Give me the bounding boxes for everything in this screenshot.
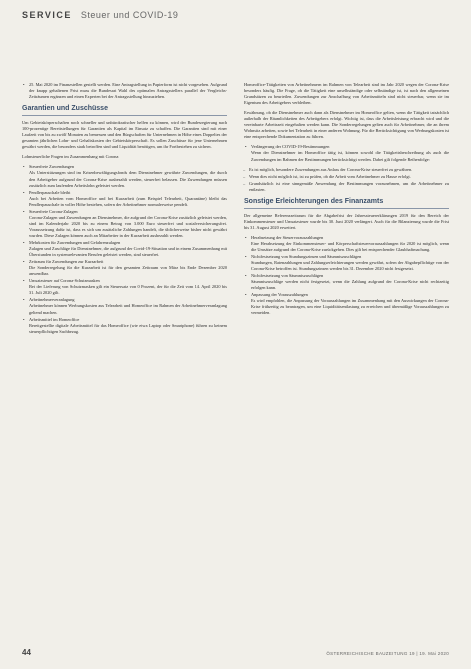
paragraph: Um Gebietskörperschaften noch schneller und unbürokratischer helfen zu können, wird der Bundesregierung nach 100-prozentige Bereitstellungen für Garantien als Kapital im Einsatz zu schaffen. Die Garantien sind mit einer Laufzeit von bis zu zwölf Monaten zu bemessen und den Bürgschaften für Unternehmen in Höhe eines Doppeltes der gesamten jährlichen Lohn- und Gehaltskosten der Gebietskörperschaft. Es sollen Zuschüsse für jene Unternehmen gewährt werden, die besonders stark betroffen sind und Liquidität benötigen, um ihr Fortbestehen zu sichern. (22, 120, 227, 150)
bullet-title: Pendlerpauschale bleibt (29, 189, 71, 195)
publication-line: ÖSTERREICHISCHE BAUZEITUNG 19 | 19. Mai 2020 (326, 651, 449, 656)
heading-rule (22, 115, 227, 116)
section-kicker: SERVICE (22, 10, 72, 20)
dash-item: – Wenn dies nicht möglich ist, ist zu prüfen, ob die Arbeit vom Arbeitnehmer zu Hause erfolgt. (249, 174, 449, 180)
bullet-item (29, 164, 227, 188)
left-column (22, 82, 227, 339)
dash-list (244, 167, 449, 193)
bullet-body: Wenn der Dienstnehmer im Homeoffice tätig ist, können sowohl die Tätigkeitsbeschreibung als auch die Zuwendungen im Rahmen der Bestimmungen berücksichtigt werden. Dabei gilt folgende Reihenfolge: (251, 150, 449, 162)
bullet-item (251, 292, 449, 316)
intro-text: 25. Mai 2020 im Finanzstellen gestellt werden. Eine Antragstellung in Papierform ist nicht vorgesehen. Aufgrund der knapp gehaltenen Frist muss die Bundesrat Wahl des optimalen Antragsstellers parallel der Vergleichs-Zeiträumen ergänzen und einen Experten bei der Antragsstellung hinzuziehen. (29, 82, 227, 100)
paragraph: Homeoffice-Tätigkeiten von Arbeitnehmern im Rahmen von Telearbeit sind im Jahr 2020 wegen der Corona-Krise besonders häufig. Die Frage, ob die Tätigkeit eine unselbständige oder selbständige ist, ist nach den allgemeinen Grundsätzen zu beurteilen. Zuwendungen zur Anschaffung von Arbeitsmitteln sind nicht steuerbar, wenn sie im Eigentum des Arbeitgebers verbleiben. (244, 82, 449, 106)
bullet-body: Stundungen, Ratenzahlungen und Zahlungserleichterungen werden gewährt, sofern der Abgabepflichtige von der Corona-Krise betroffen ist. Stundungszinsen werden bis 31. Dezember 2020 nicht festgesetzt. (251, 260, 449, 272)
bullet-body: Zulagen und Zuschläge für Dienstnehmer, die aufgrund der Covid-19-Situation und in einem Zusammenhang mit Überstunden in systemrelevanten Berufen geleistet werden, sind steuerfrei. (29, 246, 227, 258)
bullet-item (251, 254, 449, 272)
page-number: 44 (22, 648, 31, 657)
bullet-item (29, 240, 227, 258)
bullet-body: Corona-Zulagen und Zuwendungen an Dienstnehmer, die aufgrund der Corona-Krise zusätzlich geleistet werden, sind im Kalenderjahr 2020 bis zu einem Betrag von 3.000 Euro steuerfrei und sozialversicherungsfrei. Voraussetzung dafür ist, dass es sich um zusätzliche Zahlungen handelt, die üblicherweise bisher nicht gewährt wurden. Diese Zulagen können auch an Mitarbeiter in der Kurzarbeit ausbezahlt werden. (29, 214, 227, 238)
heading-rule (244, 208, 449, 209)
bullet-body: Die Sonderregelung für die Kurzarbeit ist für den gesamten Zeitraum von März bis Ende Dezember 2020 anwendbar. (29, 265, 227, 277)
bullet-body: Es wird empfohlen, die Anpassung der Vorauszahlungen im Zusammenhang mit den Auswirkungen der Corona-Krise frühzeitig zu beantragen, um eine Liquiditätsentlastung zu erreichen und übermäßige Vorauszahlungen zu vermeiden. (251, 298, 449, 316)
lead-paragraph: Lohnsteuerliche Fragen im Zusammenhang mit Corona (22, 154, 119, 160)
bullet-body: Arbeitnehmer können Werbungskosten aus Telearbeit und Homeoffice im Rahmen der Arbeitnehmerveranlagung geltend machen. (29, 303, 227, 315)
bullet-title: Umsatzsteuer auf Corona-Schutzmasken (29, 278, 100, 284)
paragraph: Der allgemeine Referenzzeitraum für die Abgabefrist der Jahressteuererklärungen 2019 für den Bereich der Einkommensteuer und Umsatzsteuer wurde bis 30. Juni 2020 verlängert. Auch für die Bilanzierung wurde die Frist bis 31. August 2020 erweitert. (244, 212, 449, 230)
bullet-title: Anpassung der Vorauszahlungen (251, 292, 308, 298)
bullet-body: Bei der Lieferung von Schutzmasken gilt ein Steuersatz von 0 Prozent, der für die Zeit vom 14. April 2020 bis 31. Juli 2020 gilt. (29, 284, 227, 296)
bullet-title: Steuerfreie Corona-Zulagen (29, 208, 78, 214)
bullet-item (29, 209, 227, 239)
bullet-list (22, 164, 227, 334)
bullet-title: Steuerfreie Zuwendungen (29, 164, 74, 170)
bullet-item (29, 297, 227, 315)
bullet-title: Nichtfestsetzung von Stundungszinsen und Säumniszuschlägen (251, 254, 362, 260)
bullet-body: Bereitgestellte digitale Arbeitsmittel für das Homeoffice (wie etwa Laptop oder Smartphone) führen zu keinem steuerpflichtigen Sachbezug. (29, 322, 227, 334)
bullet-item (251, 235, 449, 253)
bullet-title: Arbeitsmittel im Homeoffice (29, 316, 80, 322)
bullet-body: Auch bei Arbeiten vom Homeoffice und bei Kurzarbeit (zum Beispiel Telearbeit, Quarantäne) bleibt das Pendlerpauschale in voller Höhe bestehen, sofern der Arbeitnehmer normalerweise pendelt. (29, 195, 227, 207)
section-topic: Steuer und COVID-19 (80, 10, 179, 20)
bullet-item (29, 278, 227, 296)
paragraph: Erwähnung, ob die Dienstnehmer auch dann als Dienstnehmer im Homeoffice gelten, wenn die Tätigkeit tatsächlich außerhalb der Räumlichkeiten des Arbeitgebers erfolgt. Wichtig ist, dass die Arbeitsleistung erbracht wird und die vereinbarte Arbeitszeit eingehalten werden kann. Die Sonderregelungen gelten auch für Arbeitnehmer, die an ihrem Wohnsitz arbeiten, sowie bei Telearbeit in einer anderen Wohnung. Für die Berücksichtigung von Werbungskosten ist eine entsprechende Dokumentation zu führen. (244, 110, 449, 140)
page-header (22, 10, 178, 20)
bullet-title: Arbeitnehmerveranlagung (29, 297, 75, 303)
bullet-item (251, 144, 449, 162)
bullet-title: Zeitraum für Zuwendungen zur Kurzarbeit (29, 259, 104, 265)
heading-erleichterungen: Sonstige Erleichterungen des Finanzamts (244, 197, 384, 205)
bullet-item (29, 317, 227, 335)
dash-item: – Es ist möglich, besondere Zuwendungen aus Anlass der Corona-Krise steuerfrei zu gewähren. (249, 167, 449, 173)
bullet-list (244, 144, 449, 162)
bullet-title: Mehrkosten für Zuwendungen und Gefahrenzulagen (29, 239, 121, 245)
heading-garantien: Garantien und Zuschüsse (22, 105, 108, 113)
bullet-item (29, 190, 227, 208)
bullet-body: Säumniszuschläge werden nicht festgesetzt, wenn die Zahlung aufgrund der Corona-Krise nicht rechtzeitig erfolgen kann. (251, 279, 449, 291)
intro-list (22, 82, 227, 100)
bullet-title: Nichtfestsetzung von Säumniszuschlägen (251, 273, 324, 279)
dash-item: – Grundsätzlich ist eine sinngemäße Anwendung der Bestimmungen vorzunehmen, um die Arbeitnehmer zu entlasten. (249, 181, 449, 193)
intro-item (29, 82, 227, 100)
bullet-item (251, 273, 449, 291)
right-column (244, 82, 449, 321)
bullet-body: Eine Herabsetzung der Einkommensteuer- und Körperschaftsteuervorauszahlungen für 2020 ist möglich, wenn die Umsätze aufgrund der Corona-Krise zurückgehen. Dies gilt bei entsprechender Glaubhaftmachung. (251, 240, 449, 252)
bullet-list (244, 235, 449, 317)
bullet-title: Herabsetzung der Steuervorauszahlungen (251, 234, 324, 240)
bullet-body: Als Unterstützungen sind im Krisenbewältigungsfonds dem Dienstnehmer gewährte Zuwendungen, die durch den Arbeitgeber aufgrund der Corona-Krise ausbezahlt werden, steuerfrei belassen. Die Zuwendungen müssen zusätzlich zum laufenden Arbeitslohn geleistet werden. (29, 170, 227, 188)
bullet-title: Verlängerung der COVID-19-Bestimmungen (251, 144, 330, 150)
bullet-item (29, 259, 227, 277)
